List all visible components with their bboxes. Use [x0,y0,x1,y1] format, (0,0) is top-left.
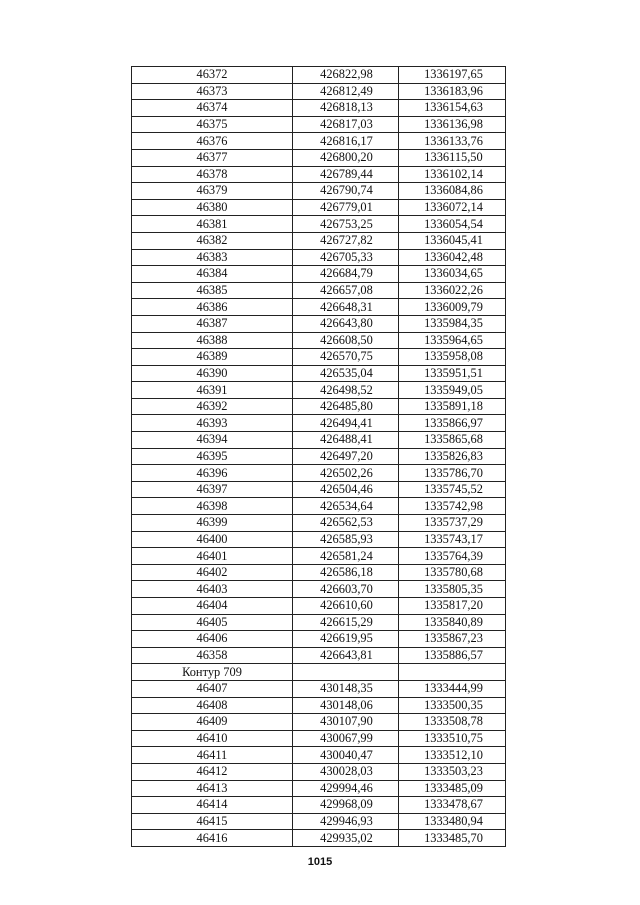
x-coordinate-cell: 430148,06 [293,697,399,714]
x-coordinate-cell: 430067,99 [293,730,399,747]
table-row [132,183,506,200]
table-row [132,365,506,382]
y-coordinate-cell: 1333478,67 [399,797,506,814]
x-coordinate-cell: 426822,98 [293,67,399,84]
point-number-cell: 46372 [132,67,293,84]
point-number-cell: 46410 [132,730,293,747]
point-number-cell: 46373 [132,83,293,100]
table-row [132,730,506,747]
point-number-cell: 46382 [132,232,293,249]
point-number-cell: 46414 [132,797,293,814]
y-coordinate-cell: 1336042,48 [399,249,506,266]
x-coordinate-cell: 426753,25 [293,216,399,233]
point-number-cell: 46385 [132,282,293,299]
point-number-cell: 46411 [132,747,293,764]
table-row [132,780,506,797]
y-coordinate-cell: 1335805,35 [399,581,506,598]
table-row [132,481,506,498]
x-coordinate-cell: 426498,52 [293,382,399,399]
x-coordinate-cell: 426581,24 [293,548,399,565]
x-coordinate-cell: 426502,26 [293,465,399,482]
x-coordinate-cell: 426586,18 [293,564,399,581]
y-coordinate-cell: 1335949,05 [399,382,506,399]
table-row [132,315,506,332]
point-number-cell: 46403 [132,581,293,598]
y-coordinate-cell: 1335958,08 [399,349,506,366]
x-coordinate-cell: 426535,04 [293,365,399,382]
point-number-cell: 46392 [132,398,293,415]
point-number-cell: 46405 [132,614,293,631]
point-number-cell: 46400 [132,531,293,548]
table-row [132,664,506,681]
table-row [132,763,506,780]
table-row [132,747,506,764]
x-coordinate-cell: 426816,17 [293,133,399,150]
point-number-cell: 46387 [132,315,293,332]
point-number-cell: 46377 [132,149,293,166]
point-number-cell: 46395 [132,448,293,465]
y-coordinate-cell: 1335951,51 [399,365,506,382]
x-coordinate-cell: 426643,81 [293,647,399,664]
x-coordinate-cell: 426585,93 [293,531,399,548]
x-coordinate-cell: 430040,47 [293,747,399,764]
y-coordinate-cell: 1335886,57 [399,647,506,664]
x-coordinate-cell [293,664,399,681]
table-row [132,714,506,731]
table-row [132,548,506,565]
table-row [132,398,506,415]
page-number: 1015 [307,856,333,868]
x-coordinate-cell: 429968,09 [293,797,399,814]
table-row [132,382,506,399]
point-number-cell: 46388 [132,332,293,349]
y-coordinate-cell: 1336115,50 [399,149,506,166]
point-number-cell: 46408 [132,697,293,714]
x-coordinate-cell: 430148,35 [293,680,399,697]
point-number-cell: 46386 [132,299,293,316]
y-coordinate-cell: 1335867,23 [399,631,506,648]
point-number-cell: 46404 [132,598,293,615]
point-number-cell: 46379 [132,183,293,200]
table-row [132,432,506,449]
coordinates-table [131,66,506,847]
table-row [132,498,506,515]
y-coordinate-cell: 1333503,23 [399,763,506,780]
y-coordinate-cell: 1336022,26 [399,282,506,299]
y-coordinate-cell: 1336133,76 [399,133,506,150]
y-coordinate-cell: 1336102,14 [399,166,506,183]
point-number-cell: 46413 [132,780,293,797]
x-coordinate-cell: 426485,80 [293,398,399,415]
x-coordinate-cell: 429946,93 [293,813,399,830]
y-coordinate-cell: 1335764,39 [399,548,506,565]
table-row [132,349,506,366]
point-number-cell: 46416 [132,830,293,847]
table-row [132,465,506,482]
table-row [132,232,506,249]
table-row [132,299,506,316]
point-number-cell: 46397 [132,481,293,498]
y-coordinate-cell: 1336034,65 [399,266,506,283]
x-coordinate-cell: 426779,01 [293,199,399,216]
y-coordinate-cell: 1336136,98 [399,116,506,133]
x-coordinate-cell: 426817,03 [293,116,399,133]
x-coordinate-cell: 426497,20 [293,448,399,465]
point-number-cell: 46415 [132,813,293,830]
y-coordinate-cell: 1335840,89 [399,614,506,631]
x-coordinate-cell: 426643,80 [293,315,399,332]
point-number-cell: 46409 [132,714,293,731]
table-row [132,216,506,233]
table-row [132,515,506,532]
table-row [132,614,506,631]
y-coordinate-cell: 1335743,17 [399,531,506,548]
point-number-cell: 46406 [132,631,293,648]
table-row [132,83,506,100]
x-coordinate-cell: 426494,41 [293,415,399,432]
y-coordinate-cell: 1335817,20 [399,598,506,615]
point-number-cell: 46393 [132,415,293,432]
y-coordinate-cell: 1335865,68 [399,432,506,449]
table-row [132,697,506,714]
table-row [132,67,506,84]
x-coordinate-cell: 426818,13 [293,100,399,117]
x-coordinate-cell: 426684,79 [293,266,399,283]
table-row [132,598,506,615]
point-number-cell: 46402 [132,564,293,581]
table-row [132,647,506,664]
y-coordinate-cell: 1335742,98 [399,498,506,515]
y-coordinate-cell: 1333485,09 [399,780,506,797]
table-row [132,830,506,847]
y-coordinate-cell: 1336054,54 [399,216,506,233]
y-coordinate-cell: 1335891,18 [399,398,506,415]
x-coordinate-cell: 430107,90 [293,714,399,731]
point-number-cell: 46384 [132,266,293,283]
table-row [132,631,506,648]
y-coordinate-cell: 1333480,94 [399,813,506,830]
y-coordinate-cell: 1335984,35 [399,315,506,332]
point-number-cell: 46399 [132,515,293,532]
table-row [132,282,506,299]
y-coordinate-cell: 1336154,63 [399,100,506,117]
y-coordinate-cell: 1333512,10 [399,747,506,764]
table-row [132,249,506,266]
table-row [132,581,506,598]
table-row [132,166,506,183]
y-coordinate-cell: 1336072,14 [399,199,506,216]
y-coordinate-cell: 1335745,52 [399,481,506,498]
x-coordinate-cell: 426705,33 [293,249,399,266]
x-coordinate-cell: 426790,74 [293,183,399,200]
y-coordinate-cell: 1333500,35 [399,697,506,714]
x-coordinate-cell: 426608,50 [293,332,399,349]
x-coordinate-cell: 426615,29 [293,614,399,631]
point-number-cell: 46374 [132,100,293,117]
x-coordinate-cell: 426603,70 [293,581,399,598]
point-number-cell: 46407 [132,680,293,697]
point-number-cell: 46378 [132,166,293,183]
x-coordinate-cell: 426534,64 [293,498,399,515]
x-coordinate-cell: 426812,49 [293,83,399,100]
y-coordinate-cell: 1336183,96 [399,83,506,100]
x-coordinate-cell: 430028,03 [293,763,399,780]
table-row [132,415,506,432]
x-coordinate-cell: 426610,60 [293,598,399,615]
table-row [132,813,506,830]
table-row [132,531,506,548]
table-row [132,100,506,117]
x-coordinate-cell: 426727,82 [293,232,399,249]
point-number-cell: 46375 [132,116,293,133]
y-coordinate-cell: 1336045,41 [399,232,506,249]
point-number-cell: 46412 [132,763,293,780]
point-number-cell: 46383 [132,249,293,266]
y-coordinate-cell: 1333485,70 [399,830,506,847]
y-coordinate-cell: 1335964,65 [399,332,506,349]
x-coordinate-cell: 426648,31 [293,299,399,316]
point-number-cell: 46389 [132,349,293,366]
y-coordinate-cell [399,664,506,681]
table-row [132,149,506,166]
y-coordinate-cell: 1336009,79 [399,299,506,316]
point-number-cell: 46391 [132,382,293,399]
y-coordinate-cell: 1335866,97 [399,415,506,432]
point-number-cell: 46358 [132,647,293,664]
point-number-cell: 46380 [132,199,293,216]
table-row [132,797,506,814]
y-coordinate-cell: 1335786,70 [399,465,506,482]
table-row [132,332,506,349]
table-row [132,116,506,133]
table-row [132,266,506,283]
x-coordinate-cell: 426619,95 [293,631,399,648]
y-coordinate-cell: 1333444,99 [399,680,506,697]
x-coordinate-cell: 429935,02 [293,830,399,847]
point-number-cell: 46401 [132,548,293,565]
x-coordinate-cell: 426657,08 [293,282,399,299]
point-number-cell: 46376 [132,133,293,150]
y-coordinate-cell: 1335780,68 [399,564,506,581]
y-coordinate-cell: 1336084,86 [399,183,506,200]
x-coordinate-cell: 429994,46 [293,780,399,797]
x-coordinate-cell: 426562,53 [293,515,399,532]
table-row [132,680,506,697]
x-coordinate-cell: 426800,20 [293,149,399,166]
point-number-cell: 46394 [132,432,293,449]
point-number-cell: 46398 [132,498,293,515]
y-coordinate-cell: 1333508,78 [399,714,506,731]
x-coordinate-cell: 426570,75 [293,349,399,366]
coordinates-table-body [132,67,506,847]
y-coordinate-cell: 1335737,29 [399,515,506,532]
y-coordinate-cell: 1333510,75 [399,730,506,747]
point-number-cell: Контур 709 [132,664,293,681]
x-coordinate-cell: 426504,46 [293,481,399,498]
x-coordinate-cell: 426789,44 [293,166,399,183]
point-number-cell: 46396 [132,465,293,482]
x-coordinate-cell: 426488,41 [293,432,399,449]
table-row [132,448,506,465]
table-row [132,133,506,150]
y-coordinate-cell: 1336197,65 [399,67,506,84]
y-coordinate-cell: 1335826,83 [399,448,506,465]
point-number-cell: 46390 [132,365,293,382]
point-number-cell: 46381 [132,216,293,233]
table-row [132,564,506,581]
table-row [132,199,506,216]
